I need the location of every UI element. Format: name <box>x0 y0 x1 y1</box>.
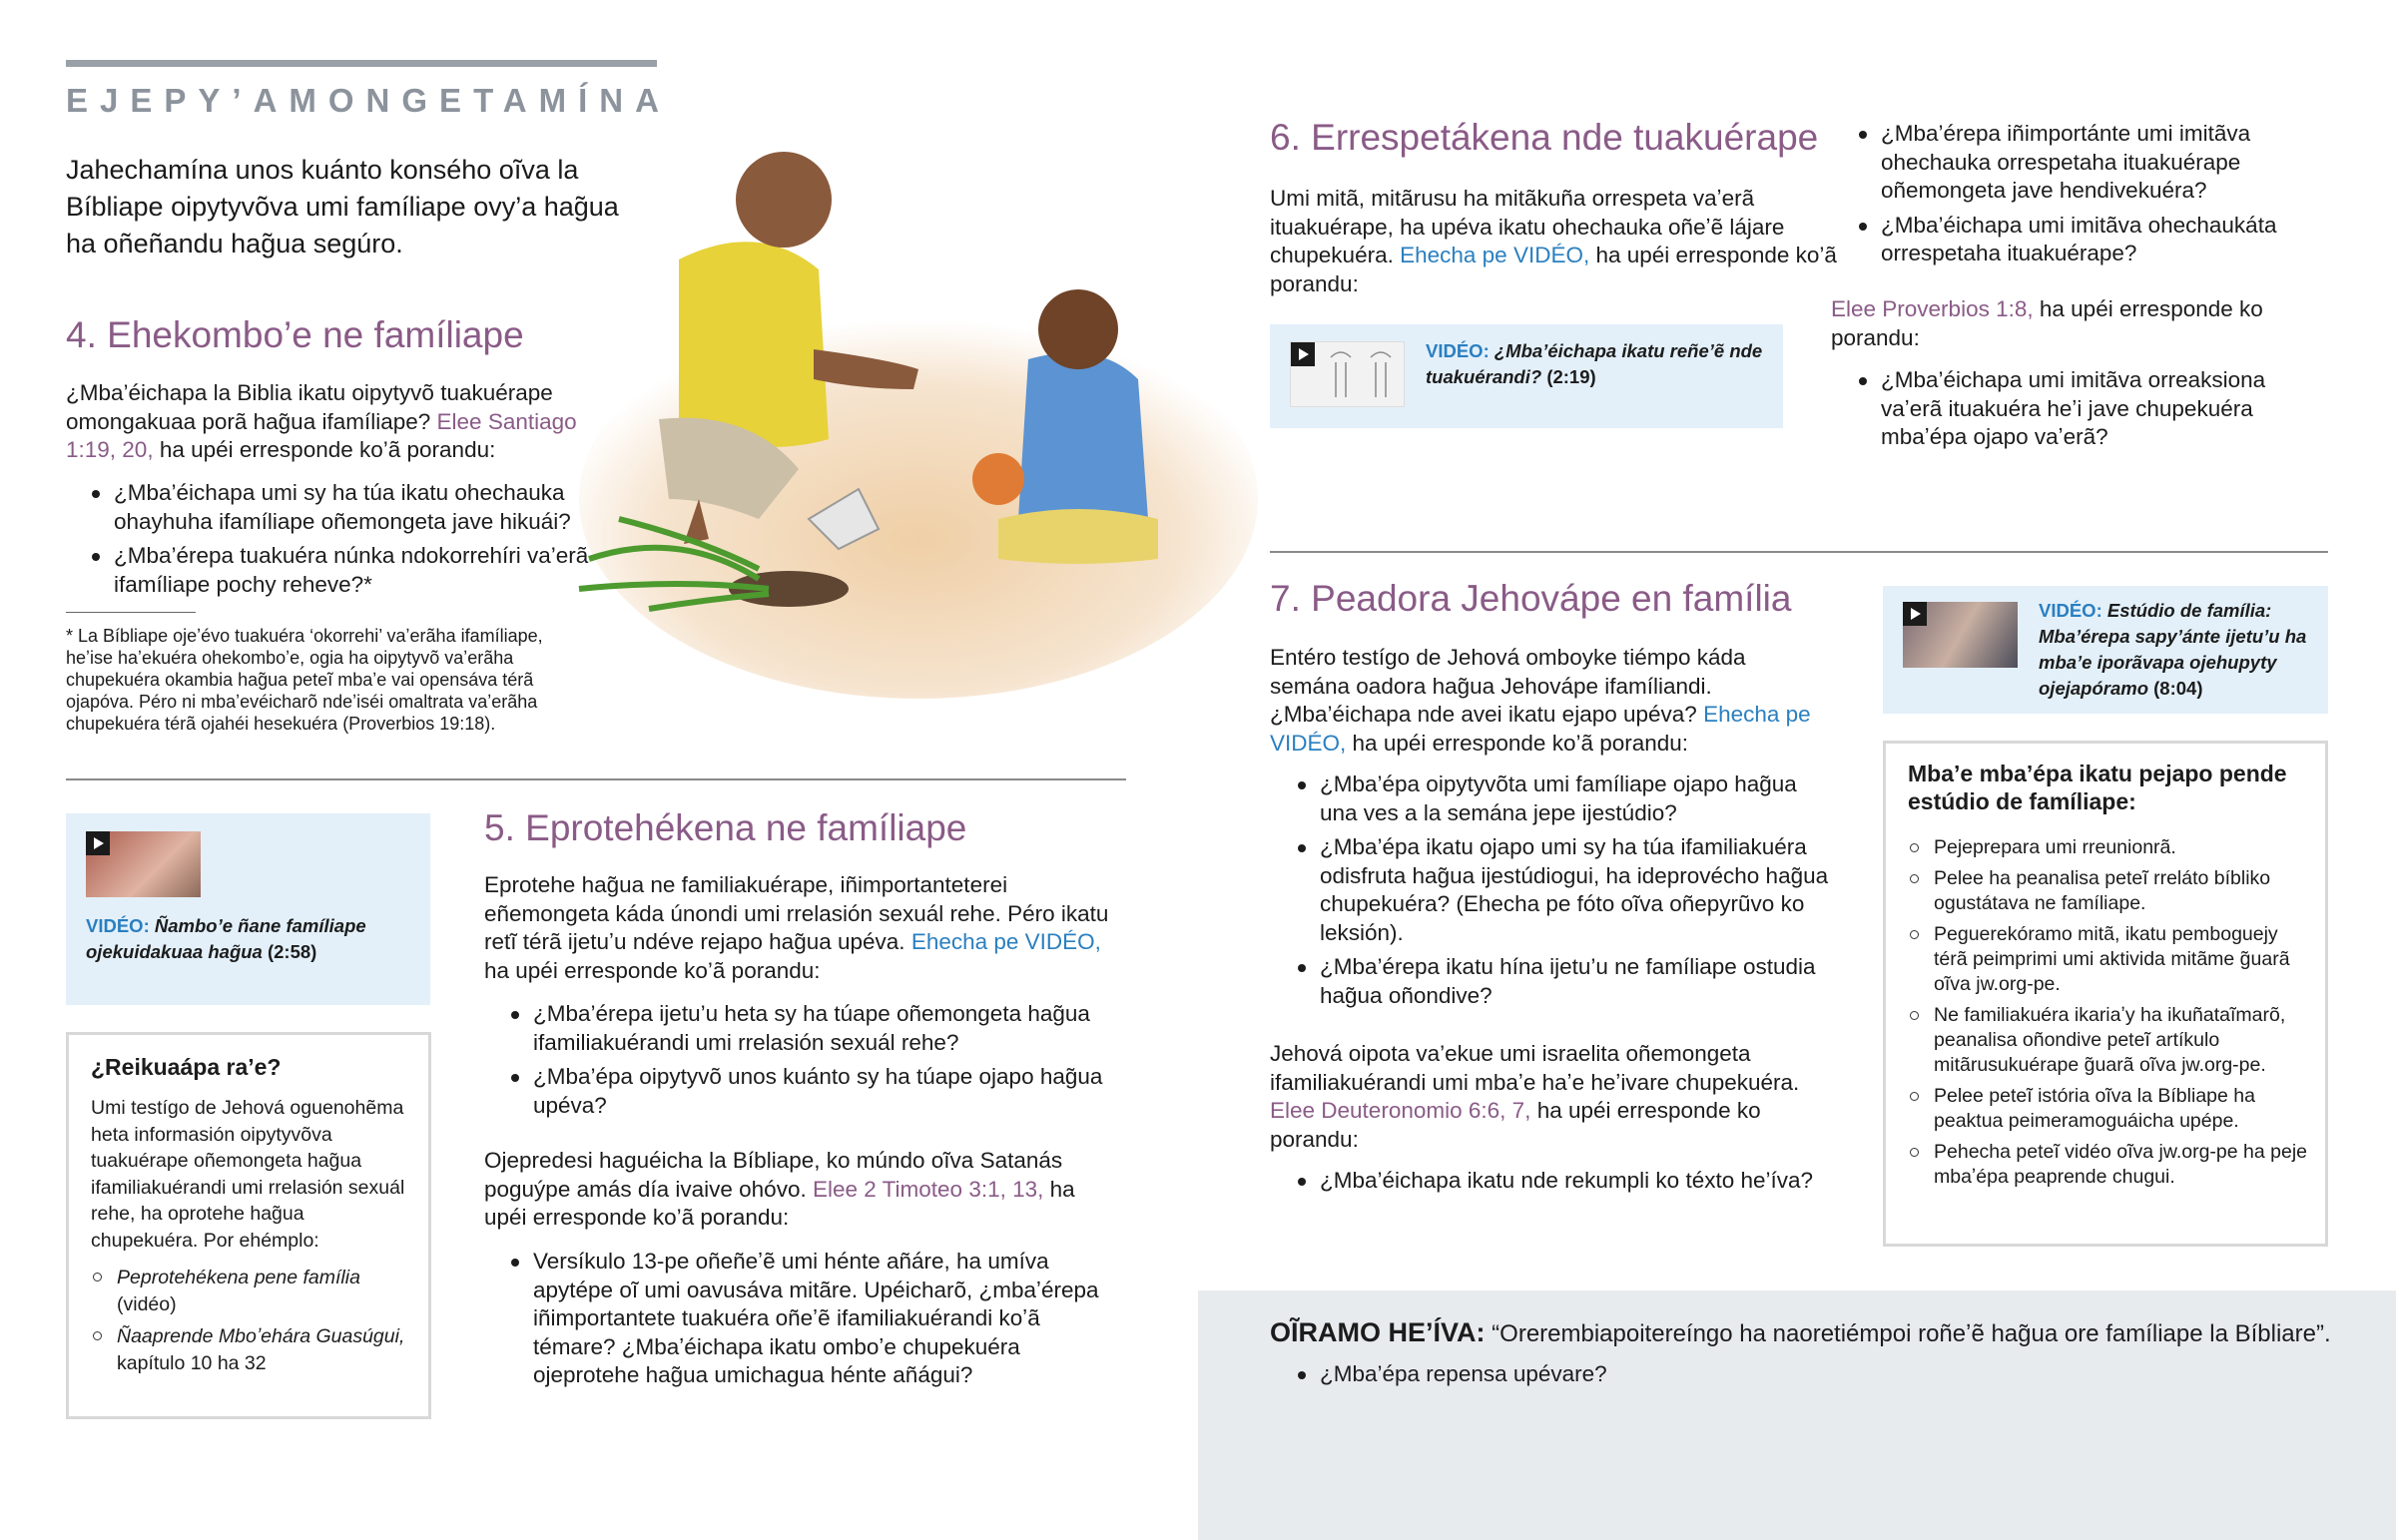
did-you-know-box <box>66 1032 431 1419</box>
video-label: VIDÉO: <box>2039 600 2102 621</box>
section-6-paragraph <box>1270 185 1839 298</box>
section-6-questions-1 <box>1855 120 2324 274</box>
video-link[interactable]: Ehecha pe VIDÉO, <box>1400 243 1590 267</box>
did-you-know-list <box>91 1265 410 1382</box>
list-item[interactable] <box>91 1265 410 1317</box>
summary-label: OĨRAMO HE’ÍVA: <box>1270 1317 1486 1347</box>
summary-quote <box>1270 1316 2368 1350</box>
play-icon[interactable] <box>86 831 110 855</box>
section-6-questions-2 <box>1855 366 2324 458</box>
section-5-paragraph-2 <box>484 1147 1103 1233</box>
resource-title[interactable]: Ñaaprende Mboʼehára Guasúgui, <box>117 1325 405 1347</box>
list-item: Ne familiakuéra ikariaʼy ha ikuñataĩmarõ, peanalisa oñondive peteĩ artíkulo mitãrusukuérape g̃uarã oĩva jw.org-pe. <box>1908 1003 2307 1078</box>
section-6-instruction: ha upéi erresponde ko’ã porandu: <box>1270 243 1837 296</box>
scripture-link-santiago[interactable]: Elee Santiago 1:19, 20, <box>66 408 577 462</box>
list-item: Pelee ha peanalisa peteĩ rreláto bíbliko ogustátava ne famíliape. <box>1908 866 2307 916</box>
list-item[interactable] <box>91 1323 410 1376</box>
list-item: ¿Mba’éichapa umi imitãva ohechaukáta orrespetaha ituakuérape? <box>1855 212 2324 268</box>
section-5-questions-2 <box>507 1248 1126 1396</box>
video-thumbnail[interactable] <box>1903 602 2018 668</box>
resource-title[interactable]: Peprotehékena pene família <box>117 1267 360 1288</box>
section-7-text: Jehová oipota va’ekue umi israelita oñemongeta ifamiliakuérandi umi mbaʼe haʼe heʼivare chupekuéra. <box>1270 1041 1800 1095</box>
list-item: ¿Mba’épa repensa upévare? <box>1294 1360 2093 1389</box>
list-item: ¿Mba’épa oipytyvõ unos kuánto sy ha túape ojapo hag̃ua upéva? <box>507 1063 1116 1120</box>
section-5-paragraph-1 <box>484 871 1113 985</box>
scripture-link-timoteo[interactable]: Elee 2 Timoteo 3:1, 13, <box>812 1176 1044 1202</box>
scripture-link-proverbios[interactable]: Elee Proverbios 1:8, <box>1831 296 2034 321</box>
list-item: ¿Mba’éichapa umi imitãva orreaksiona vaʼerã ituakuéra heʼi jave chupekuéra mbaʼépa ojapo vaʼerã? <box>1855 366 2324 452</box>
list-item: ¿Mba’épa oipytyvõta umi famíliape ojapo hag̃ua una ves a la semána jepe ijestúdio? <box>1294 770 1829 827</box>
video-caption <box>1426 338 1770 390</box>
tips-title: Mba’e mba’épa ikatu pejapo pende estúdio de famíliape: <box>1908 761 2287 814</box>
section-5-instruction: ha upéi erresponde ko’ã porandu: <box>484 957 821 983</box>
list-item: ¿Mba’éichapa ikatu nde rekumpli ko téxto he’íva? <box>1294 1167 1829 1196</box>
summary-panel <box>1198 1290 2396 1540</box>
section-4-intro <box>66 379 605 465</box>
section-6-instruction: ha upéi erresponde ko porandu: <box>1831 296 2263 350</box>
section-divider <box>1270 551 2328 553</box>
section-6-text: Umi mitã, mitãrusu ha mitãkuña orrespeta vaʼerã ituakuérape, ha upéva ikatu ohechauka oñeʼẽ lájare chupekuéra. <box>1270 186 1785 267</box>
footnote-rule <box>66 612 196 613</box>
section-5-text: Ojepredesi haguéicha la Bíbliape, ko múndo oĩva Satanás poguýpe amás día ivaive ohóvo. <box>484 1148 1063 1202</box>
video-box-2[interactable] <box>1270 324 1783 428</box>
resource-note: (vidéo) <box>117 1292 177 1315</box>
header-rule <box>66 60 657 67</box>
list-item: ¿Mba’éichapa umi sy ha túa ikatu ohechauka ohayhuha ifamíliape oñemongeta jave hikuái? <box>88 479 607 536</box>
video-label: VIDÉO: <box>1426 340 1490 361</box>
section-6-paragraph-2 <box>1831 295 2310 352</box>
video-label: VIDÉO: <box>86 915 150 936</box>
section-4-question: ¿Mba’éichapa la Biblia ikatu oipytyvõ tuakuérape omongakuaa porã hag̃ua ifamíliape? <box>66 380 553 434</box>
list-item: Pelee peteĩ istória oĩva la Bíbliape ha peaktua peimeramoguáicha upépe. <box>1908 1084 2307 1134</box>
video-box-1[interactable] <box>66 813 430 1005</box>
video-box-3[interactable] <box>1883 586 2328 714</box>
list-item: Peguerekóramo mitã, ikatu pemboguejy térã peimprimi umi aktivida mitãme g̃uarã oĩva jw.org-pe. <box>1908 922 2307 997</box>
section-5-instruction: ha upéi erresponde ko’ã porandu: <box>484 1176 1075 1230</box>
list-item: Pejeprepara umi rreunionrã. <box>1908 835 2307 860</box>
video-thumbnail[interactable] <box>86 831 201 897</box>
section-7-text: Entéro testígo de Jehová omboyke tiémpo káda semána oadora hag̃ua Jehovápe ifamíliandi. ¿Mba’éichapa nde avei ikatu ejapo upéva? <box>1270 645 1746 727</box>
list-item: ¿Mba’érepa ikatu hína ijetu’u ne famíliape ostudia hag̃ua oñondive? <box>1294 953 1829 1010</box>
video-title[interactable]: Ñamboʼe ñane famíliape ojekuidakuaa hag̃ua <box>86 915 366 962</box>
resource-note: kapítulo 10 ha 32 <box>117 1351 267 1374</box>
play-icon[interactable] <box>1291 342 1315 366</box>
did-you-know-title: ¿Reikuaápa ra’e? <box>91 1054 282 1080</box>
video-duration: (2:19) <box>1546 366 1596 387</box>
section-7-paragraph-2 <box>1270 1040 1829 1154</box>
video-caption <box>86 913 415 965</box>
section-7-paragraph-1 <box>1270 644 1829 758</box>
play-icon[interactable] <box>1903 602 1927 626</box>
section-7-instruction: ha upéi erresponde ko’ã porandu: <box>1352 730 1689 756</box>
video-duration: (2:58) <box>267 941 317 962</box>
section-4-questions <box>88 479 607 605</box>
section-7-questions-2 <box>1294 1167 1829 1202</box>
section-7-title: 7. Peadora Jehovápe en família <box>1270 578 1792 619</box>
video-thumbnail[interactable] <box>1290 341 1405 407</box>
section-divider <box>66 778 1126 780</box>
list-item: ¿Mba’érepa iñimportánte umi imitãva ohechauka orrespetaha ituakuérape oñemongeta jave hendivekuéra? <box>1855 120 2324 206</box>
section-7-questions-1 <box>1294 770 1829 1016</box>
section-7-instruction: ha upéi erresponde ko porandu: <box>1270 1098 1761 1152</box>
family-study-tips-box <box>1883 741 2328 1247</box>
section-5-title: 5. Eprotehékena ne famíliape <box>484 807 967 848</box>
section-5-questions-1 <box>507 1000 1116 1126</box>
list-item: Versíkulo 13-pe oñeñeʼẽ umi hénte añáre, ha umíva apytépe oĩ umi oavusáva mitãre. Upéicharõ, ¿mbaʼérepa iñimportantete tuakuéra oñeʼẽ ifamiliakuérandi koʼã témare? ¿Mbaʼéichapa ikatu omboʼe chupekuéra ojeprotehe hag̃ua umichagua hénte añágui? <box>507 1248 1126 1390</box>
family-illustration <box>559 140 1258 699</box>
video-caption <box>2039 598 2318 702</box>
section-4-title: 4. Ehekombo’e ne famíliape <box>66 314 524 355</box>
section-4-instruction: ha upéi erresponde ko’ã porandu: <box>159 437 496 462</box>
video-duration: (8:04) <box>2153 678 2203 699</box>
list-item: ¿Mba’érepa ijetu’u heta sy ha túape oñemongeta hag̃ua ifamiliakuérandi umi rrelasión sexuál rehe? <box>507 1000 1116 1057</box>
video-link[interactable]: Ehecha pe VIDÉO, <box>910 929 1101 954</box>
scripture-link-deuteronomio[interactable]: Elee Deuteronomio 6:6, 7, <box>1270 1098 1531 1123</box>
video-title[interactable]: Estúdio de família: Mbaʼérepa sapyʼánte ijetuʼu ha mbaʼe iporãvapa ojehupyty ojejapóramo <box>2039 600 2307 699</box>
video-title[interactable]: ¿Mbaʼéichapa ikatu reñeʼẽ nde tuakuérandi? <box>1426 340 1763 387</box>
list-item: ¿Mba’érepa tuakuéra núnka ndokorrehíri va’erã ifamíliape pochy reheve?* <box>88 542 607 599</box>
section-kicker: EJEPY’AMONGETAMÍNA <box>66 82 671 119</box>
list-item: ¿Mba’épa ikatu ojapo umi sy ha túa ifamiliakuéra odisfruta hag̃ua ijestúdiogui, ha ideprovécho hag̃ua chupekuéra? (Ehecha pe fóto oĩva oñepyrũvo ko leksión). <box>1294 833 1829 947</box>
section-5-text: Eprotehe hag̃ua ne familiakuérape, iñimportanteterei eñemongeta káda únondi umi rrelasión sexuál rehe. Péro ikatu retĩ térã ijetuʼu ndéve rejapo hag̃ua upéva. <box>484 872 1109 954</box>
did-you-know-text: Umi testígo de Jehová oguenohẽma heta informasión oipytyvõva tuakuérape oñemongeta hag̃ua ifamiliakuérandi umi rrelasión sexuál rehe, ha oprotehe hag̃ua chupekuéra. Por ehémplo: <box>91 1097 405 1252</box>
tips-list <box>1908 835 2307 1196</box>
video-link[interactable]: Ehecha pe VIDÉO, <box>1270 702 1811 756</box>
summary-questions <box>1294 1360 2093 1395</box>
lede-paragraph: Jahechamína unos kuánto konsého oĩva la Bíbliape oipytyvõva umi famíliape ovy’a hag̃ua ha oñeñandu hag̃ua segúro. <box>66 155 619 258</box>
list-item: Pehecha peteĩ vidéo oĩva jw.org-pe ha peje mbaʼépa peaprende chugui. <box>1908 1140 2307 1190</box>
footnote: * La Bíbliape ojeʼévo tuakuéra ‘okorrehi’ vaʼerãha ifamíliape, heʼise haʼekuéra ohekomboʼe, ogia ha oipytyvõ vaʼerãha chupekuéra okambia hag̃ua peteĩ mbaʼe vai opensáva térã ojapóva. Péro ni mbaʼevéicharõ ndeʼiséi omaltrata vaʼerãha chupekuéra térã ojahéi hesekuéra (Proverbios 19:18). <box>66 626 543 734</box>
section-6-title: 6. Errespetákena nde tuakuérape <box>1270 117 1819 158</box>
summary-text: “Orerembiapoitereíngo ha naoretiémpoi roñeʼẽ hag̃ua ore famíliape la Bíbliare”. <box>1492 1320 2331 1347</box>
